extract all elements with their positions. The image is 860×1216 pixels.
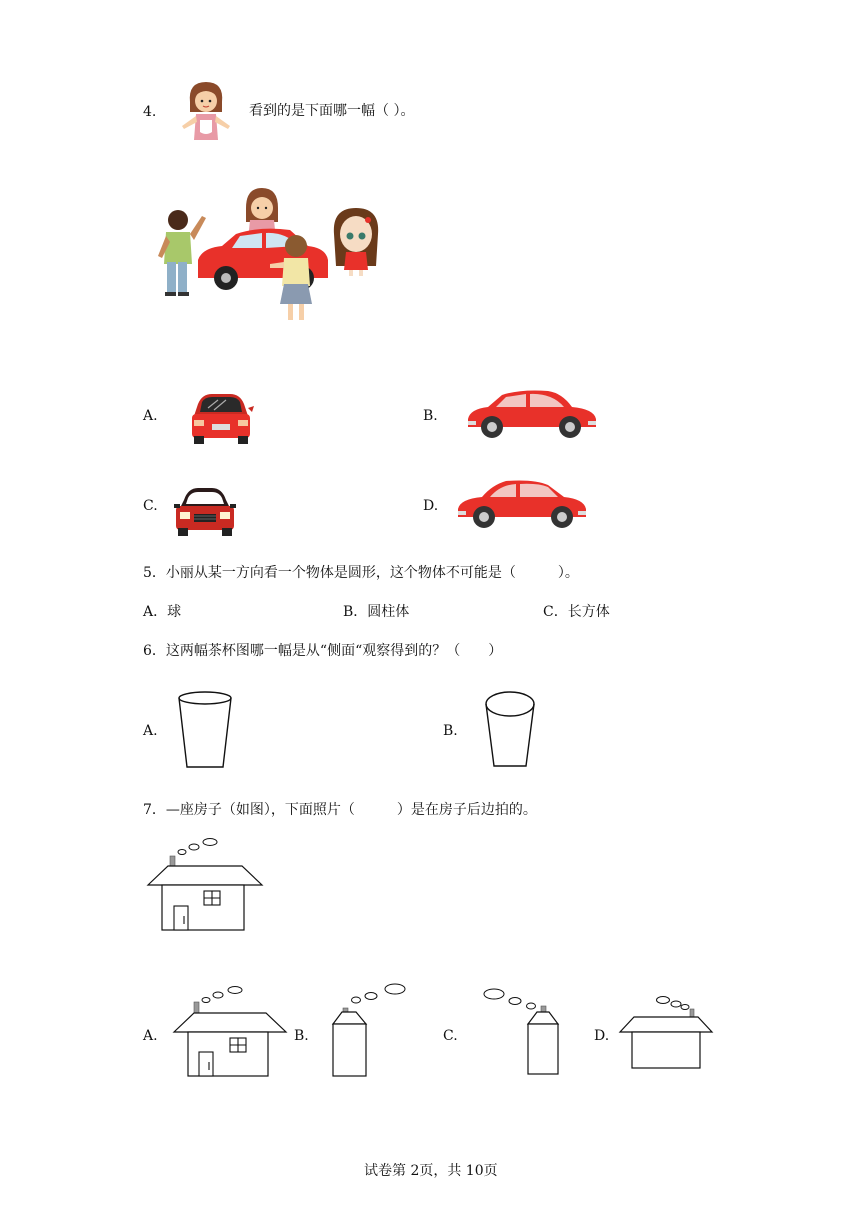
q5-option-c[interactable]: C．长方体 (543, 604, 610, 620)
q7-option-d-label: D. (594, 1028, 610, 1044)
q4-option-c-label: C. (143, 498, 158, 514)
q4-number: 4. (143, 104, 157, 120)
house-option-b-icon[interactable] (326, 978, 410, 1078)
q5-option-b[interactable]: B．圆柱体 (343, 604, 410, 620)
q7-option-c-label: C. (443, 1028, 458, 1044)
scene-children-around-car (150, 186, 385, 326)
page-footer: 试卷第 2页，共 10页 (364, 1163, 498, 1179)
car-front-view-icon[interactable] (170, 484, 240, 538)
q5-question-text: 5．小丽从某一方向看一个物体是圆形，这个物体不可能是（ ）。 (143, 565, 579, 581)
cup-angled-view-icon[interactable] (479, 690, 541, 770)
q6-option-a-label: A. (143, 723, 158, 739)
q4-option-a-label: A. (143, 408, 158, 424)
q6-option-b-label: B. (443, 723, 458, 739)
car-rear-view-icon[interactable] (184, 390, 256, 445)
q7-option-a-label: A. (143, 1028, 158, 1044)
q4-question-text: 看到的是下面哪一幅（ ）。 (249, 103, 415, 119)
car-other-side-view-icon[interactable] (454, 477, 590, 531)
cup-side-view-icon[interactable] (174, 689, 236, 771)
house-front-view-icon (146, 836, 266, 934)
q7-option-b-label: B. (294, 1028, 309, 1044)
car-side-view-icon[interactable] (464, 387, 600, 441)
house-option-a-icon[interactable] (172, 984, 290, 1080)
girl-front-icon (178, 80, 234, 142)
house-option-d-icon[interactable] (618, 992, 714, 1072)
q4-option-b-label: B. (423, 408, 438, 424)
q4-option-d-label: D. (423, 498, 439, 514)
q5-option-a[interactable]: A．球 (143, 604, 182, 620)
q6-question-text: 6．这两幅茶杯图哪一幅是从“侧面“观察得到的？（ ） (143, 643, 503, 659)
q7-question-text: 7．—座房子（如图），下面照片（ ）是在房子后边拍的。 (143, 802, 537, 818)
house-option-c-icon[interactable] (480, 984, 564, 1078)
